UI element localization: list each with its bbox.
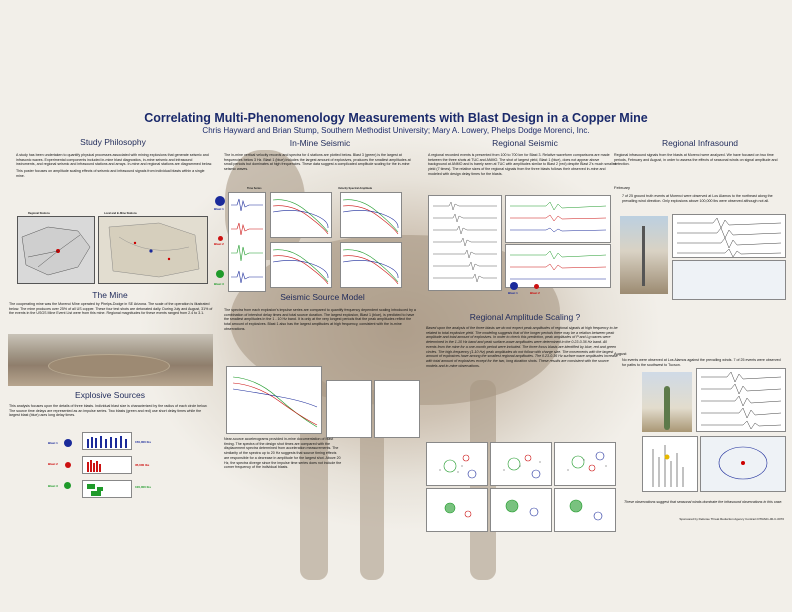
scaling-plot-5 bbox=[490, 488, 552, 532]
in-mine-time-series-drawing bbox=[229, 193, 265, 291]
regional-waveform-tuc bbox=[505, 195, 611, 243]
study-philosophy-p2: This poster focuses on amplitude scaling effects of seismic and infrasound signals from individual blasts within a single mine. bbox=[16, 169, 205, 178]
august-label: August bbox=[614, 351, 627, 356]
in-mine-spectra-2 bbox=[340, 192, 402, 238]
in-mine-time-series-title: Time Series bbox=[247, 187, 262, 190]
scaling-plot-6 bbox=[554, 488, 616, 532]
regional-record-section bbox=[428, 195, 502, 291]
accelerogram-text: Near-source accelerograms provided in-mine documentation of blast timing. The spectra of the design shot times are compared with the displacement spectra determined from acceleration measurements. The similarity of the spectra up to 20 Hz suggests that source timing effects are responsible for a decrease in amplitude for the largest shot. Above 20 Hz, the spectra diverge since the impulse time series does not include the corner frequency of the individual blasts. bbox=[224, 437, 342, 470]
regional-waveform-tuc-drawing bbox=[506, 196, 610, 242]
explosive-blast2-circle bbox=[65, 462, 71, 468]
regional-record-section-drawing bbox=[429, 196, 501, 290]
august-infrasound-map bbox=[700, 436, 786, 492]
study-philosophy-p1: A study has been undertaken to quantify physical processes associated with mining explosions that generate seismic and infrasonic waves. Experimental components included in-mine blast diagnostics, in-mine seismic and infrasound instruments, and regional seismic and infrasound stations and arrays. In-mine and regional stations are diagrammed below. bbox=[16, 153, 212, 167]
regional-waveform-anmo bbox=[505, 244, 611, 288]
seismic-source-model-text: The spectra from each explosion's impulse series are compared to quantify frequency dependent scaling introduced by a combination of intershot delay times and total source duration. The largest explosion, Blast 1 (blue), is predicted to have the smallest amplitudes in the 1 - 10 Hz band. It is only at the very longest periods that the peak amplitudes reflect the total amount of explosives. Blast 1 also has the largest amplitudes at high frequency, consistent with the in-mine observations. bbox=[224, 308, 416, 331]
explosive-impulse-series-1 bbox=[82, 432, 132, 450]
august-waveforms-drawing bbox=[697, 369, 785, 431]
explosive-blast1-size: 150,000 lbs bbox=[135, 440, 152, 444]
february-text: 7 of 25 ground truth events at Morenci were observed at Los Alamos to the northeast along the prevailing wind direction. Only explosions above 100,000 lbs were observed although not all. bbox=[622, 194, 773, 203]
regional-stations-map-title: Regional Stations bbox=[28, 212, 50, 215]
scaling-plot-4 bbox=[426, 488, 488, 532]
in-mine-time-series-plot bbox=[228, 192, 266, 292]
regional-blast2-label: Blast 2 bbox=[530, 291, 540, 295]
acknowledgement-text: Sponsored by Defense Threat Reduction Agency Contract DTRA01-00-C-0070 bbox=[679, 517, 784, 521]
in-mine-spectra-3 bbox=[270, 242, 332, 288]
mine-pit-terrace bbox=[48, 354, 170, 378]
local-stations-map bbox=[98, 216, 208, 284]
in-mine-spectra-title: Velocity Spectral Amplitude bbox=[338, 187, 373, 190]
august-infrasound-spectra bbox=[642, 436, 698, 492]
explosive-sources-text: This analysis focuses upon the details of three blasts. Individual blast size is characterized by the radius of each circle below. The source time delays are represented as an impulse series. Two blasts (green and red) use short delay times while the largest blast (blue) uses long delay times. bbox=[9, 404, 208, 418]
explosive-blast1-label: Blast 1 bbox=[48, 441, 58, 445]
in-mine-spectra-4 bbox=[340, 242, 402, 288]
scaling-plot-pwave bbox=[426, 442, 488, 486]
explosive-blast2-size: 35,000 lbs bbox=[135, 463, 150, 467]
cactus-shape bbox=[664, 386, 670, 430]
scaling-plot-surface bbox=[554, 442, 616, 486]
impulse-series-3-drawing bbox=[83, 481, 131, 497]
regional-map-drawing bbox=[18, 217, 94, 283]
explosive-blast3-label: Blast 3 bbox=[48, 484, 58, 488]
poster-title: Correlating Multi-Phenomenology Measurements with Blast Design in a Copper Mine bbox=[144, 111, 648, 125]
february-waveforms-drawing bbox=[673, 215, 785, 257]
in-mine-seismic-text: The in-mine vertical velocity records and spectra for 4 stations are plotted below. Blast 3 (green) is the largest at frequencies below 3 Hz. Blast 1 (blue) includes the largest amount of explosives, produces the smallest amplitudes at small periods but dominates at high frequencies. These data suggest a complicated amplitude scaling for the in-mine seismic waves. bbox=[224, 153, 411, 172]
regional-amplitude-scaling-text: Based upon the analysis of the three blasts we do not expect peak amplitudes of regional signals at high frequency to be related to total explosive yield. The modeling suggests that of the longer periods there may be a relation between peak amplitude and total amount of explosives. In order to check this prediction, peak amplitudes of P and Lg waves were determined in the 1-10 Hz band and peak surface-wave amplitudes were determined in the 0.23-0.36 Hz band. All events from the mine for a one-month period were included. The three focus blasts are identified by blue, red and green circles. The high-frequency (1-10 Hz) peak amplitudes do not follow with charge size. The movements with the largest amount of explosives have among the smallest regional amplitudes. The 0.23-0.36 Hz surface wave amplitudes increase with total amount of explosives except for the two, long duration shots. These results are consistent with the source models and in-mine observations. bbox=[426, 326, 618, 368]
february-infrasound-waveforms bbox=[672, 214, 786, 258]
in-mine-seismic-heading: In-Mine Seismic bbox=[289, 138, 351, 148]
august-text: No events were observed at Los Alamos against the prevailing winds. 7 of 25 events were observed for paths to the southwest to Tucson. bbox=[622, 358, 781, 367]
the-mine-heading: The Mine bbox=[92, 290, 128, 300]
regional-infrasound-text: Regional infrasound signals from the blasts at Morenci were analyzed. We have focused on two time periods, February and August, in order to assess the effects of seasonal winds on signal amplitude and detection. bbox=[614, 153, 778, 167]
explosive-impulse-series-2 bbox=[82, 456, 132, 474]
february-infrasound-map bbox=[672, 260, 786, 300]
august-spectra-drawing bbox=[643, 437, 697, 491]
inmine-blast1-dot bbox=[215, 196, 225, 206]
february-label: February bbox=[614, 185, 631, 190]
infrasound-array-photo bbox=[620, 216, 668, 294]
mine-photo bbox=[8, 334, 213, 386]
tucson-cactus-photo bbox=[642, 372, 692, 432]
regional-blast1-dot bbox=[510, 282, 518, 290]
explosive-blast1-circle bbox=[64, 439, 72, 447]
regional-blast2-dot bbox=[534, 284, 539, 289]
scaling-plot-lg bbox=[490, 442, 552, 486]
regional-waveform-anmo-drawing bbox=[506, 245, 610, 287]
the-mine-text: The cooperating mine was the Morenci Mine operated by Phelps-Dodge in SE Arizona. The scale of the operation is illustrated below. The mine produces over 25% of all US copper. These four test shots are detonated daily. During July and August, 31% of the events in the USGS Mine Event List were from this mine. Regional magnitudes for these events ranged from 2.4 to 3.1. bbox=[9, 302, 213, 316]
study-philosophy-heading: Study Philosophy bbox=[80, 137, 146, 147]
local-stations-map-title: Local and In-Mine Stations bbox=[104, 212, 137, 215]
seismic-source-model-heading: Seismic Source Model bbox=[280, 292, 365, 302]
explosive-blast2-label: Blast 2 bbox=[48, 462, 58, 466]
explosive-impulse-series-3 bbox=[82, 480, 132, 498]
infrasound-closing-text: These observations suggest that seasonal winds dominate the infrasound observations in this case. bbox=[624, 500, 783, 504]
poster-authors: Chris Hayward and Brian Stump, Southern Methodist University; Mary A. Lowery, Phelps Dodge Morenci, Inc. bbox=[202, 126, 590, 135]
in-mine-spectra-1 bbox=[270, 192, 332, 238]
regional-seismic-text: A regional recorded events is presented from 100 to 700 km for Blast 3. Relative waveform comparisons are made between the three shots at TUC and ANMO. The shot of largest yield, Blast 1 (blue), does not appear above background at ANMO and is barely seen at TUC with amplitudes similar to Blast 2 (red) despite Blast 2's much smaller yield (7 times). The relative sizes of the regional signals from the three blasts follows their observed in-mine and modeled with design delay times for the blasts. bbox=[428, 153, 616, 176]
inmine-blast3-label: Blast 3 bbox=[214, 282, 224, 286]
study-philosophy-text bbox=[16, 153, 212, 181]
regional-stations-map bbox=[17, 216, 95, 284]
source-model-spectra-drawing bbox=[227, 367, 321, 433]
explosive-blast3-size: 100,000 lbs bbox=[135, 485, 152, 489]
inmine-blast2-dot bbox=[218, 236, 223, 241]
accelerogram-spectra-plot-2 bbox=[374, 380, 420, 438]
infrasound-array-mast bbox=[642, 226, 645, 286]
source-model-spectra-plot bbox=[226, 366, 322, 434]
impulse-series-2-drawing bbox=[83, 457, 131, 473]
regional-infrasound-heading: Regional Infrasound bbox=[661, 138, 739, 148]
august-infrasound-waveforms bbox=[696, 368, 786, 432]
explosive-blast3-circle bbox=[64, 482, 71, 489]
regional-seismic-heading: Regional Seismic bbox=[492, 138, 558, 148]
accelerogram-spectra-plot bbox=[326, 380, 372, 438]
local-map-drawing bbox=[99, 217, 207, 283]
impulse-series-1-drawing bbox=[83, 433, 131, 449]
inmine-blast3-dot bbox=[216, 270, 224, 278]
explosive-sources-heading: Explosive Sources bbox=[75, 390, 145, 400]
inmine-blast2-label: Blast 2 bbox=[214, 242, 224, 246]
inmine-blast1-label: Blast 1 bbox=[214, 207, 224, 211]
august-map-drawing bbox=[701, 437, 785, 491]
regional-blast1-label: Blast 1 bbox=[508, 291, 518, 295]
regional-amplitude-scaling-heading: Regional Amplitude Scaling ? bbox=[469, 312, 581, 322]
